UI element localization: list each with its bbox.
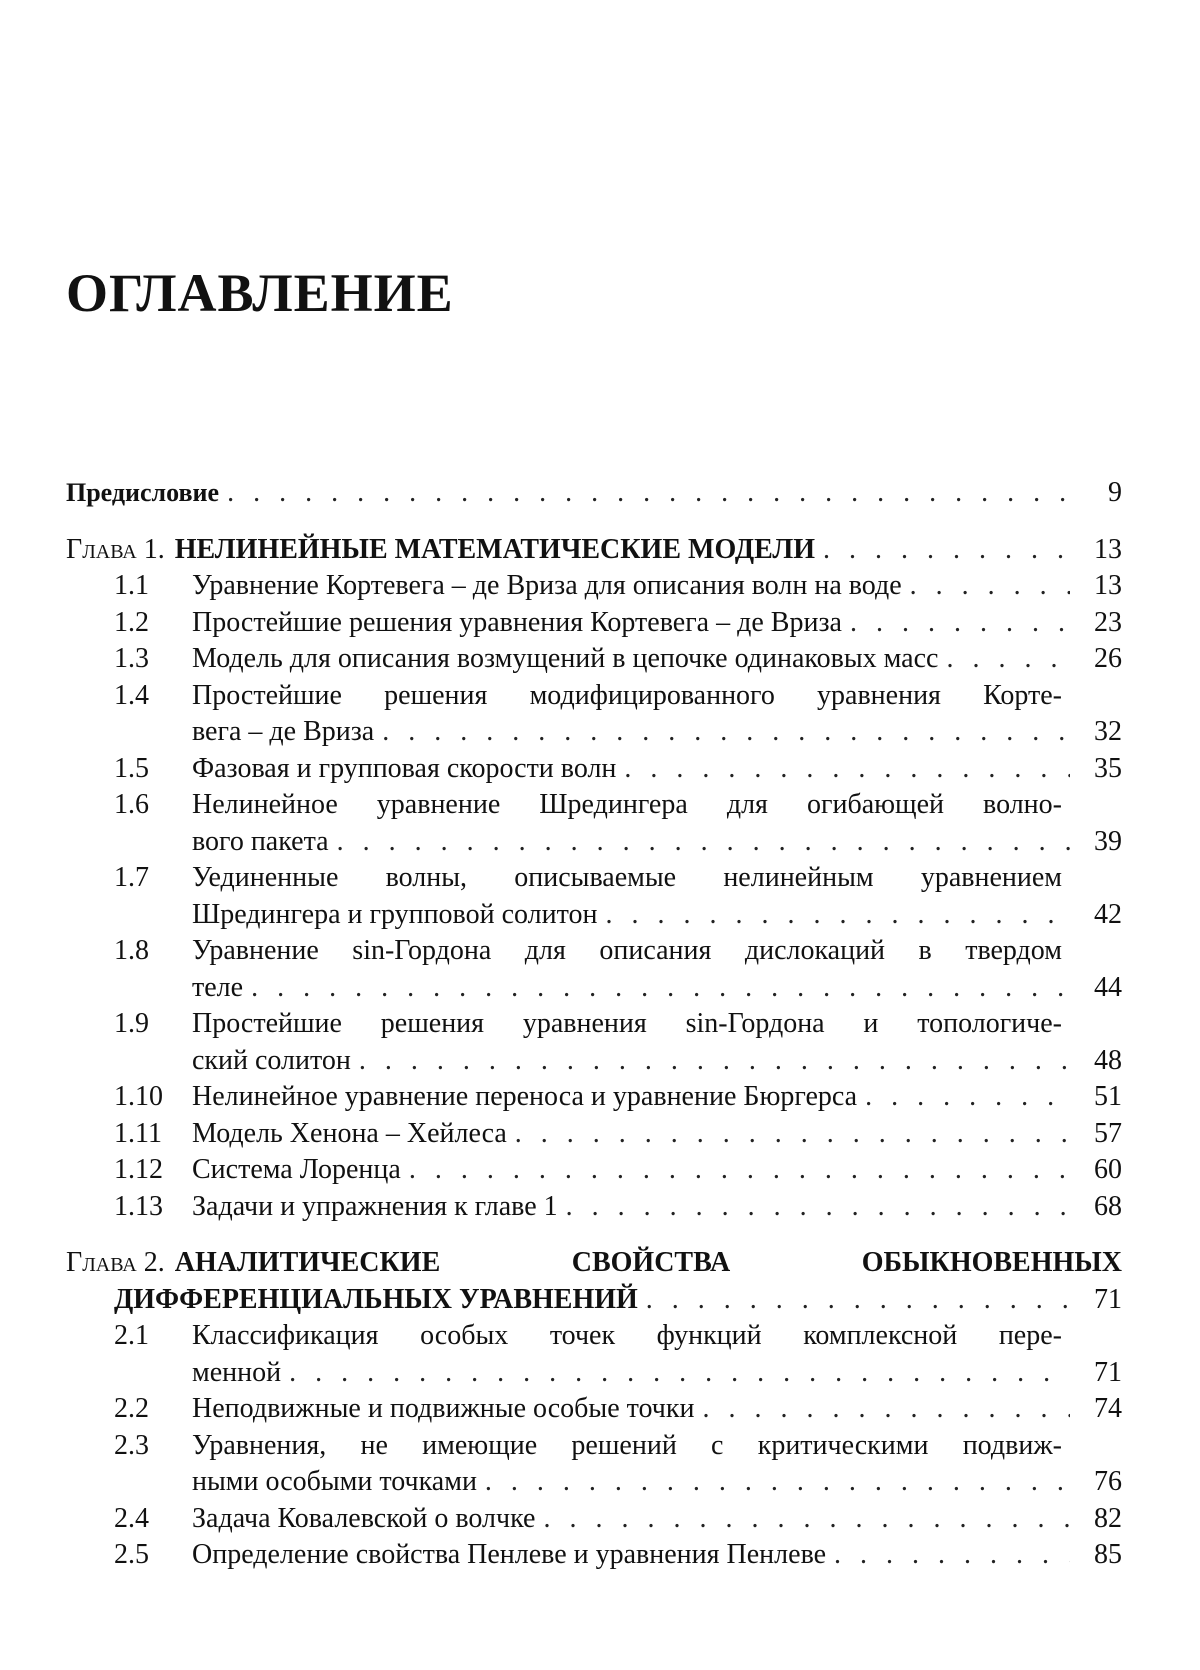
toc-entry[interactable] [66,1501,1122,1538]
page-number: 9 [1108,477,1122,508]
dot-leader [337,824,1070,861]
entry-text: Простейшие решения уравнения sin-Гордона и топологиче- [192,1008,1062,1039]
page-number: 13 [1094,570,1122,601]
page-number: 23 [1094,606,1122,638]
toc-entry[interactable] [66,787,1122,824]
toc-entry[interactable] [66,751,1122,788]
chapter-label: Глава 1. [66,533,165,565]
toc-entry-continued[interactable] [66,1043,1122,1080]
page-number: 71 [1094,1283,1122,1315]
dot-leader [605,897,1070,934]
page-number: 42 [1094,898,1122,930]
entry-text: Предисловие [66,478,220,507]
toc-entry[interactable] [66,1189,1122,1226]
chapter-label: Глава 2. [66,1247,165,1278]
page-number: 35 [1094,752,1122,784]
entry-text: ский солитон [192,1044,351,1076]
entry-text: вега – де Вриза [192,716,375,747]
dot-leader [834,1537,1070,1574]
dot-leader [543,1501,1070,1538]
toc-entry[interactable] [66,1152,1122,1189]
toc-entry-continued[interactable] [66,1355,1122,1392]
page-number: 26 [1094,643,1122,674]
dot-leader [485,1464,1070,1501]
section-number: 2.3 [114,1429,149,1461]
toc-entry[interactable] [66,641,1122,678]
page-number: 74 [1094,1393,1122,1424]
entry-text: Неподвижные и подвижные особые точки [192,1393,695,1424]
page-number: 39 [1094,825,1122,857]
entry-text: Нелинейное уравнение Шредингера для огибающей волно- [192,789,1062,820]
dot-leader [624,751,1070,788]
section-number: 2.4 [114,1502,149,1534]
section-number: 1.10 [114,1081,163,1112]
page-number: 68 [1094,1190,1122,1222]
entry-text: Шредингера и групповой солитон [192,898,598,930]
entry-text: Простейшие решения уравнения Кортевега – де Вриза [192,606,842,638]
dot-leader [251,970,1070,1007]
dot-leader [646,1282,1070,1319]
toc-page [66,0,1122,1670]
section-number: 1.3 [114,643,149,674]
section-number: 1.4 [114,679,149,711]
page-number: 60 [1094,1154,1122,1185]
toc-entry[interactable] [66,1391,1122,1428]
toc-chapter-1[interactable] [66,532,1122,569]
dot-leader [850,605,1070,642]
chapter-title: НЕЛИНЕЙНЫЕ МАТЕМАТИЧЕСКИЕ МОДЕЛИ [174,533,816,565]
toc-entry[interactable] [66,605,1122,642]
entry-text: Фазовая и групповая скорости волн [192,752,617,784]
dot-leader [823,532,1070,569]
toc-entry[interactable] [66,1116,1122,1153]
section-number: 1.8 [114,935,149,966]
section-number: 1.11 [114,1117,162,1149]
page-number: 57 [1094,1117,1122,1149]
section-number: 1.13 [114,1190,163,1222]
dot-leader [910,568,1070,605]
entry-text: вого пакета [192,825,329,857]
chapter-title: АНАЛИТИЧЕСКИЕ СВОЙСТВА ОБЫКНОВЕННЫХ [174,1247,1122,1278]
page-number: 71 [1094,1356,1122,1388]
entry-text: Классификация особых точек функций комплексной пере- [192,1320,1062,1351]
entry-text: Уединенные волны, описываемые нелинейным уравнением [192,862,1062,893]
page-title: ОГЛАВЛЕНИЕ [66,263,454,323]
entry-text: Модель Хенона – Хейлеса [192,1117,507,1149]
section-number: 1.6 [114,789,149,820]
entry-text: Уравнения, не имеющие решений с критическими подвиж- [192,1429,1062,1461]
entry-text: Система Лоренца [192,1154,401,1185]
toc-entry[interactable] [66,678,1122,715]
page-number: 13 [1094,533,1122,565]
dot-leader [865,1079,1070,1116]
section-number: 2.5 [114,1539,149,1570]
section-number: 1.5 [114,752,149,784]
dot-leader [946,641,1070,678]
entry-text: ными особыми точками [192,1466,477,1497]
table-of-contents [66,475,1122,1574]
entry-text: Уравнение sin-Гордона для описания дислокаций в твердом [192,935,1062,966]
entry-text: Задача Ковалевской о волчке [192,1502,536,1534]
entry-text: Определение свойства Пенлеве и уравнения Пенлеве [192,1539,827,1570]
dot-leader [515,1116,1070,1153]
dot-leader [566,1189,1070,1226]
dot-leader [289,1355,1070,1392]
toc-entry[interactable] [66,1006,1122,1043]
toc-entry[interactable] [66,933,1122,970]
entry-text: Нелинейное уравнение переноса и уравнение Бюргерса [192,1081,858,1112]
page-number: 44 [1094,971,1122,1003]
toc-chapter-2-continued[interactable] [66,1282,1122,1319]
section-number: 1.7 [114,862,149,893]
page-number: 76 [1094,1466,1122,1497]
chapter-title: ДИФФЕРЕНЦИАЛЬНЫХ УРАВНЕНИЙ [114,1283,638,1315]
entry-text: теле [192,971,244,1003]
section-number: 2.2 [114,1393,149,1424]
section-number: 1.9 [114,1008,149,1039]
toc-entry[interactable] [66,1428,1122,1465]
toc-entry[interactable] [66,568,1122,605]
entry-text: Задачи и упражнения к главе 1 [192,1190,558,1222]
toc-entry-continued[interactable] [66,970,1122,1007]
toc-entry-continued[interactable] [66,714,1122,751]
toc-entry-continued[interactable] [66,824,1122,861]
page-number: 32 [1094,716,1122,747]
section-number: 1.12 [114,1154,163,1185]
toc-entry[interactable] [66,1318,1122,1355]
dot-leader [409,1152,1070,1189]
section-number: 2.1 [114,1320,149,1351]
dot-leader [702,1391,1070,1428]
page-number: 85 [1094,1539,1122,1570]
toc-entry[interactable] [66,860,1122,897]
dot-leader [382,714,1070,751]
toc-entry[interactable] [66,1079,1122,1116]
entry-text: Простейшие решения модифицированного уравнения Корте- [192,679,1062,711]
section-number: 1.2 [114,606,149,638]
dot-leader [227,475,1070,512]
toc-entry[interactable] [66,1537,1122,1574]
section-number: 1.1 [114,570,149,601]
entry-text: менной [192,1356,282,1388]
toc-entry-continued[interactable] [66,897,1122,934]
page-number: 48 [1094,1044,1122,1076]
toc-entry-continued[interactable] [66,1464,1122,1501]
entry-text: Уравнение Кортевега – де Вриза для описания волн на воде [192,570,902,601]
page-number: 51 [1094,1081,1122,1112]
toc-entry-preface[interactable] [66,475,1122,512]
page-number: 82 [1094,1502,1122,1534]
dot-leader [359,1043,1070,1080]
toc-chapter-2[interactable] [66,1245,1122,1282]
entry-text: Модель для описания возмущений в цепочке одинаковых масс [192,643,939,674]
